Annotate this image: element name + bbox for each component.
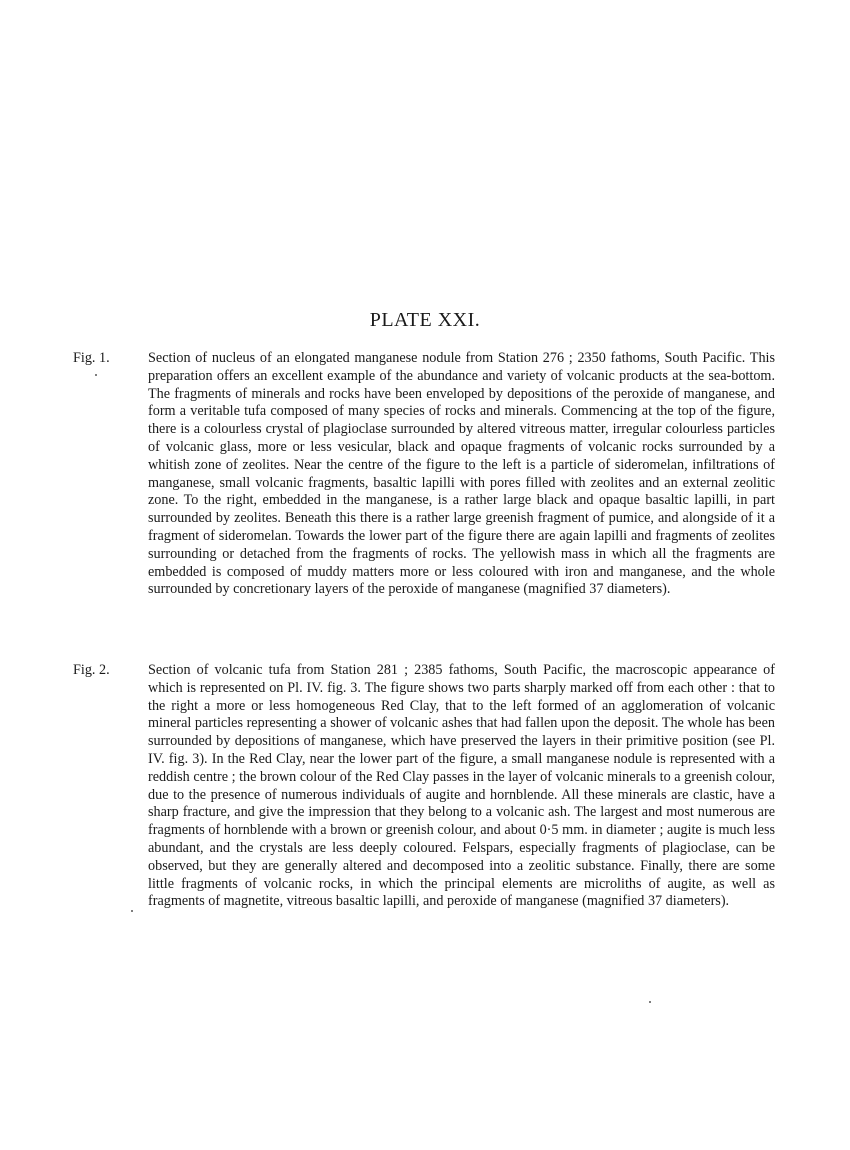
figure-2-label: Fig. 2. bbox=[73, 662, 110, 678]
figure-2-caption bbox=[73, 662, 775, 911]
plate-title: PLATE XXI. bbox=[369, 309, 481, 331]
scan-speck bbox=[131, 910, 133, 912]
scan-speck bbox=[649, 1001, 651, 1003]
figure-1-caption bbox=[73, 350, 775, 599]
figure-2-text: Section of volcanic tufa from Station 281 ; 2385 fathoms, South Pacific, the macroscopic appearance of which is represented on Pl. IV. fig. 3. The figure shows two parts sharply marked off from each other : that to the right a more or less homogeneous Red Clay, that to the left formed of an agglomeration of volcanic mineral particles representing a shower of volcanic ashes that had fallen upon the deposit. The whole has been surrounded by depositions of manganese, which have preserved the layers in their primitive position (see Pl. IV. fig. 3). In the Red Clay, near the lower part of the figure, a small manganese nodule is represented with a reddish centre ; the brown colour of the Red Clay passes in the layer of volcanic minerals to a greenish colour, due to the presence of numerous individuals of augite and hornblende. All these minerals are clastic, have a sharp fracture, and give the impression that they belong to a volcanic ash. The largest and most numerous are fragments of hornblende with a brown or greenish colour, and about 0·5 mm. in diameter ; augite is much less abundant, and the crystals are less deeply coloured. Felspars, especially fragments of plagioclase, can be observed, but they are generally altered and decomposed into a zeolitic substance. Finally, there are some little fragments of volcanic rocks, in which the principal elements are microliths of augite, as well as fragments of magnetite, vitreous basaltic lapilli, and peroxide of manganese (magnified 37 diameters). bbox=[148, 662, 775, 910]
figure-1-text: Section of nucleus of an elongated manganese nodule from Station 276 ; 2350 fathoms, South Pacific. This preparation offers an excellent example of the abundance and variety of volcanic products at the sea-bottom. The fragments of minerals and rocks have been enveloped by depositions of the peroxide of manganese, and form a veritable tufa composed of many species of rocks and minerals. Commencing at the top of the figure, there is a colourless crystal of plagioclase surrounded by altered vitreous matter, irregular colourless particles of volcanic glass, more or less vesicular, black and opaque fragments of volcanic rocks surrounded by a whitish zone of zeolites. Near the centre of the figure to the left is a particle of sideromelan, infiltrations of manganese, small volcanic fragments, basaltic lapilli with pores filled with zeolites and an external zeolitic zone. To the right, embedded in the manganese, is a rather large black and opaque basaltic lapilli, in part surrounded by zeolites. Beneath this there is a rather large greenish fragment of pumice, and alongside of it a fragment of sideromelan. Towards the lower part of the figure there are again lapilli and fragments of zeolites surrounding or detached from the fragments of rocks. The yellowish mass in which all the fragments are embedded is composed of muddy matters more or less coloured with iron and manganese, and the whole surrounded by concretionary layers of the peroxide of manganese (magnified 37 diameters). bbox=[148, 350, 775, 598]
scan-speck bbox=[95, 374, 97, 376]
figure-1-label: Fig. 1. bbox=[73, 350, 110, 366]
